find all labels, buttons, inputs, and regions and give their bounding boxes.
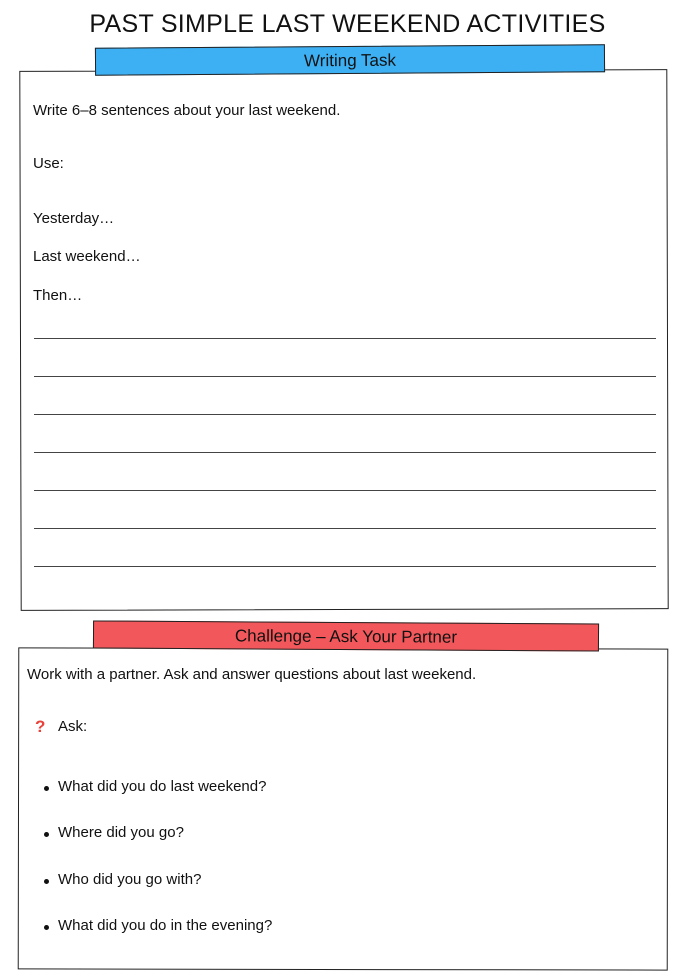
bullet-icon (44, 879, 49, 884)
answer-line-6[interactable] (34, 528, 656, 529)
answer-line-7[interactable] (34, 566, 656, 567)
page-title: PAST SIMPLE LAST WEEKEND ACTIVITIES (89, 10, 606, 38)
answer-line-2[interactable] (34, 376, 656, 377)
answer-line-3[interactable] (34, 414, 656, 415)
challenge-instruction: Work with a partner. Ask and answer questions about last weekend. (27, 666, 477, 683)
prompt-then: Then… (33, 287, 83, 304)
answer-line-5[interactable] (34, 490, 656, 491)
use-label: Use: (33, 155, 64, 172)
question-1: What did you do last weekend? (58, 778, 267, 795)
question-3: Who did you go with? (58, 871, 202, 888)
question-mark-icon: ? (35, 717, 46, 736)
prompt-last-weekend: Last weekend… (33, 248, 141, 265)
prompt-yesterday: Yesterday… (33, 210, 115, 227)
answer-line-1[interactable] (34, 338, 656, 339)
question-2: Where did you go? (58, 824, 184, 841)
writing-task-box (19, 69, 668, 611)
ask-label: Ask: (58, 718, 88, 735)
bullet-icon (44, 832, 49, 837)
writing-task-tab: Writing Task (95, 44, 605, 76)
bullet-icon (44, 925, 49, 930)
challenge-tab: Challenge – Ask Your Partner (93, 620, 599, 651)
answer-line-4[interactable] (34, 452, 656, 453)
question-4: What did you do in the evening? (58, 917, 273, 934)
writing-instruction: Write 6–8 sentences about your last weekend. (33, 102, 341, 119)
bullet-icon (44, 786, 49, 791)
